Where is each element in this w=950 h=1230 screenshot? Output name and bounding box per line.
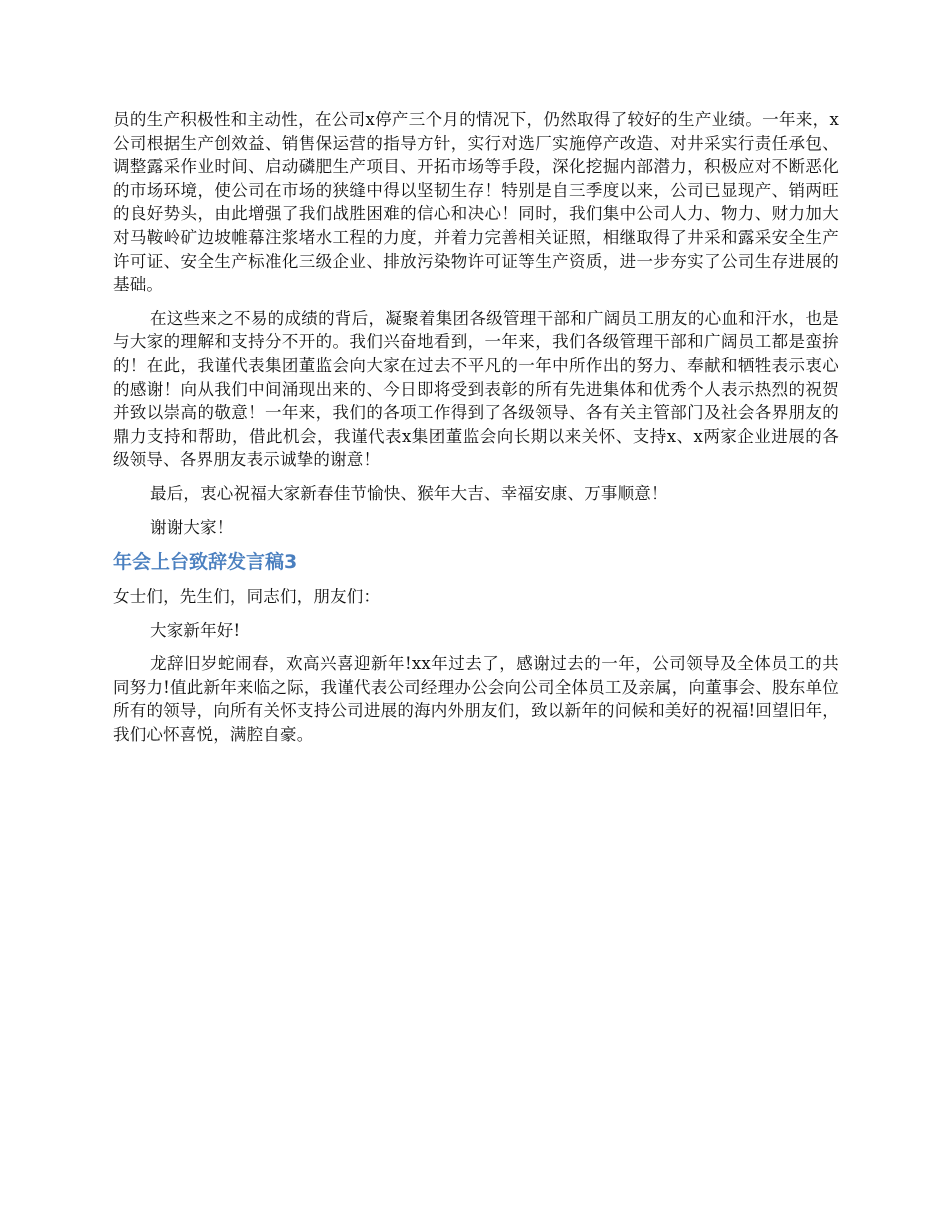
paragraph-new-year-speech: 龙辞旧岁蛇闹春，欢高兴喜迎新年!xx年过去了，感谢过去的一年，公司领导及全体员工的共同努力!值此新年来临之际，我谨代表公司经理办公会向公司全体员工及亲属，向董事会、股东单位所有的领导，向所有关怀支持公司进展的海内外朋友们，致以新年的问候和美好的祝福!回望旧年，我们心怀喜悦，满腔自豪。 [113, 654, 839, 745]
paragraph-production-results: 员的生产积极性和主动性，在公司x停产三个月的情况下，仍然取得了较好的生产业绩。一年来，x公司根据生产创效益、销售保运营的指导方针，实行对选厂实施停产改造、对井采实行责任承包、调整露采作业时间、启动磷肥生产项目、开拓市场等手段，深化挖掘内部潜力，积极应对不断恶化的市场环境，使公司在市场的狭缝中得以坚韧生存！特别是自三季度以来，公司已显现产、销两旺的良好势头，由此增强了我们战胜困难的信心和决心！同时，我们集中公司人力、物力、财力加大对马鞍岭矿边坡帷幕注浆堵水工程的力度，并着力完善相关证照，相继取得了井采和露采安全生产许可证、安全生产标准化三级企业、排放污染物许可证等生产资质，进一步夯实了公司生存进展的基础。 [113, 110, 839, 295]
paragraph-greeting: 大家新年好! [150, 620, 241, 640]
paragraph-salutation: 女士们，先生们，同志们，朋友们： [113, 587, 381, 607]
section-heading: 年会上台致辞发言稿3 [113, 551, 298, 574]
paragraph-thank-you: 谢谢大家！ [150, 517, 234, 537]
paragraph-new-year-wishes: 最后，衷心祝福大家新春佳节愉快、猴年大吉、幸福安康、万事顺意！ [150, 483, 668, 503]
paragraph-thanks: 在这些来之不易的成绩的背后，凝聚着集团各级管理干部和广阔员工朋友的心血和汗水，也是与大家的理解和支持分不开的。我们兴奋地看到，一年来，我们各级管理干部和广阔员工都是蛮拚的！在此，我谨代表集团董监会向大家在过去不平凡的一年中所作出的努力、奉献和牺牲表示衷心的感谢！向从我们中间涌现出来的、今日即将受到表彰的所有先进集体和优秀个人表示热烈的祝贺并致以崇高的敬意！一年来，我们的各项工作得到了各级领导、各有关主管部门及社会各界朋友的鼎力支持和帮助，借此机会，我谨代表x集团董监会向长期以来关怀、支持x、x两家企业进展的各级领导、各界朋友表示诚挚的谢意！ [113, 308, 839, 470]
document-body [113, 108, 839, 757]
